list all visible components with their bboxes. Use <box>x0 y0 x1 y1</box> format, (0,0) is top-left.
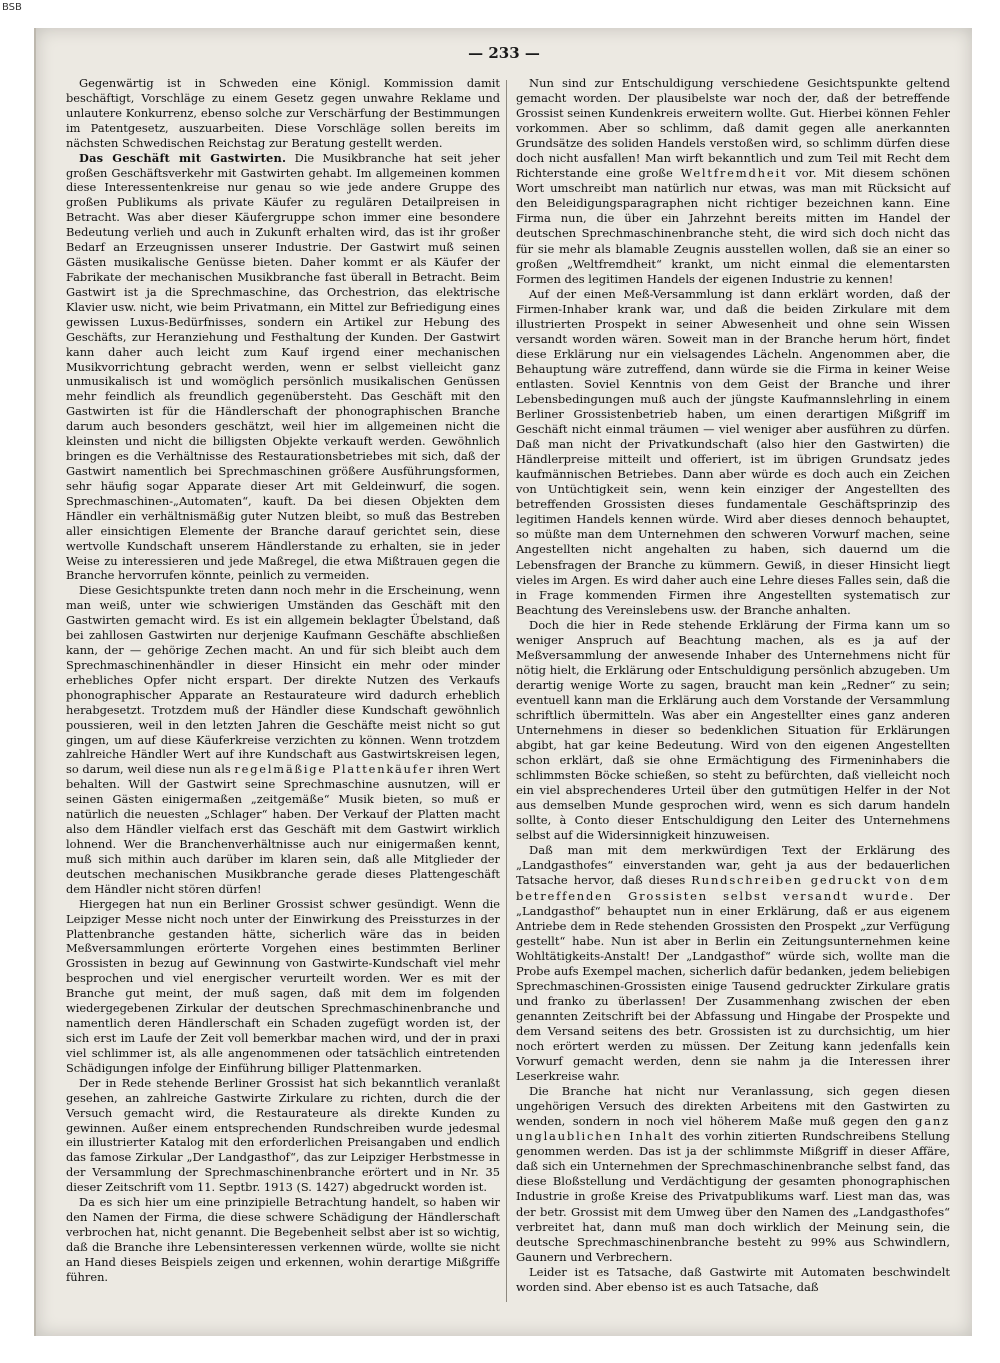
paragraph-text: vor. Mit diesem schönen Wort umschreibt man natürlich nur etwas, was man mit Rücksicht auf den Beleidigungsparagraphen nicht richtiger bezeichnen kann. Eine Firma nun, die über ein Jahrzehnt bereits mitten im Handel der deutschen Sprechmaschinenbranche steht, die wird sich doch nicht das für sie mehr als blamable Zeugnis ausstellen wollen, daß sie an einer so großen „Weltfremdheit“ krankt, um nicht einmal die elementarsten Formen des legitimen Handels der eigenen Industrie zu kennen! <box>516 166 950 286</box>
spaced-emphasis: Rundschreiben gedruckt von dem betreffenden Grossisten selbst versandt wurde. <box>516 873 950 903</box>
paragraph: Gegenwärtig ist in Schweden eine Königl. Kommission damit beschäftigt, Vorschläge zu einem Gesetz gegen unwahre Reklame und unlautere Konkurrenz, ebenso solche zur Verschärfung der Bestimmungen im Patentgesetz, auszuarbeiten. Diese Vorschläge sollen bereits im nächsten Schwedischen Reichstag zur Beratung gestellt werden. <box>66 76 500 150</box>
paragraph <box>516 1084 950 1265</box>
paragraph-text: Diese Gesichtspunkte treten dann noch mehr in die Erscheinung, wenn man weiß, unter wie schwierigen Umständen das Geschäft mit den Gastwirten gemacht wird. Es ist ein allgemein beklagter Übelstand, daß bei zahllosen Gastwirten nur derjenige Kaufmann Geschäfte abschließen kann, der — gehörige Zechen macht. An und für sich bleibt auch dem Sprechmaschinenhändler in dieser Hinsicht ein mehr oder minder erhebliches Opfer nicht erspart. Der direkte Nutzen des Verkaufs phonographischer Apparate an Restaurateure wird dadurch erheblich herabgesetzt. Trotzdem muß der Händler diese Kundschaft gewöhnlich poussieren, weil in den letzten Jahren die Geschäfte meist nicht so gut gingen, um auf diese Käuferkreise verzichten zu können. Wenn trotzdem zahlreiche Händler Wert auf ihre Kundschaft aus Gastwirtskreisen legen, so darum, weil diese nun als <box>66 583 500 777</box>
spaced-emphasis: Weltfremdheit <box>680 166 788 181</box>
scanned-page <box>34 28 972 1336</box>
paragraph: Der in Rede stehende Berliner Grossist hat sich bekanntlich veranlaßt gesehen, an zahlreiche Gastwirte Zirkulare zu richten, durch die der Versuch gemacht wird, die Restaurateure als direkte Kunden zu gewinnen. Außer einem entsprechenden Rundschreiben wurde jedesmal ein illustrierter Katalog mit den erforderlichen Preisangaben und endlich das famose Zirkular „Der Landgasthof“, das zur Leipziger Herbstmesse in der Versammlung der Sprechmaschinenbranche erörtert und in Nr. 35 dieser Zeitschrift vom 11. Septbr. 1913 (S. 1427) abgedruckt worden ist. <box>66 1075 500 1195</box>
paragraph <box>516 76 950 287</box>
paragraph-text: des vorhin zitierten Rundschreibens Stellung genommen werden. Das ist ja der schlimmste Mißgriff in dieser Affäre, daß sich ein Unternehmen der Sprechmaschinenbranche selbst fand, das diese Bloßstellung und Verdächtigung der gesamten phonographischen Industrie in große Kreise des Privatpublikums warf. Liest man das, was der betr. Grossist mit dem Umweg über den Namen des „Landgasthofes“ verbreitet hat, dann muß man doch wirklich der Meinung sein, die deutsche Sprechmaschinenbranche besteht zu 99% aus Schwindlern, Gaunern und Verbrechern. <box>516 1129 950 1264</box>
paragraph-text: ihren Wert behalten. Will der Gastwirt seine Sprechmaschine ausnutzen, will er seinen Gästen einigermaßen „zeitgemäße“ Musik bieten, so muß er natürlich die neuesten „Schlager“ haben. Der Verkauf der Platten macht also dem Händler vielfach erst das Geschäft mit dem Gastwirt wirklich lohnend. Wer die Branchenverhältnisse auch nur einigermaßen kennt, muß sich mithin auch darüber im klaren sein, daß alle Mitglieder der deutschen mechanischen Musikbranche gerade dieses Plattengeschäft dem Händler nicht stören dürfen! <box>66 762 500 896</box>
paragraph-text: Nun sind zur Entschuldigung verschiedene Gesichtspunkte geltend gemacht worden. Der plausibelste war noch der, daß der betreffende Grossist seinen Kundenkreis erweitern wollte. Gut. Hierbei können Fehler vorkommen. Aber so schlimm, daß damit gegen alle anerkannten Grundsätze des soliden Handels verstoßen wird, so schlimm dürfen diese doch nicht ausfallen! Man wirft bekanntlich und zum Teil mit Recht dem Richterstande eine große <box>516 76 950 181</box>
right-column <box>516 76 950 1295</box>
section-heading: Das Geschäft mit Gastwirten. <box>79 150 287 165</box>
paragraph <box>66 583 500 896</box>
paragraph: Doch die hier in Rede stehende Erklärung der Firma kann um so weniger Anspruch auf Beachtung machen, als es ja auf der Meßversammlung der anwesende Inhaber des Unternehmens nicht für nötig hielt, die Erklärung oder Entschuldigung persönlich abzugeben. Um derartig wenige Worte zu sagen, braucht man kein „Redner“ zu sein; eventuell kann man die Erklärung auch dem Vorstande der Versammlung schriftlich übermitteln. Was aber ein Angestellter eines ganz anderen Unternehmens in dieser so bedenklichen Situation für Erklärungen abgibt, hat gar keine Bedeutung. Wird von den eigenen Angestellten schon erklärt, daß sie ohne Ermächtigung des Firmeninhabers die schlimmsten Böcke schießen, so steht zu befürchten, daß vielleicht noch ein viel absprechenderes Urteil über den gutmütigen Helfer in der Not aus demselben Munde gesprochen wird, wenn es sich darum handeln sollte, à Conto dieser Entschuldigung den Leiter des Unternehmens selbst auf die Widersinnigkeit hinzuweisen. <box>516 617 950 843</box>
paragraph: Leider ist es Tatsache, daß Gastwirte mit Automaten beschwindelt worden sind. Aber ebenso ist es auch Tatsache, daß <box>516 1264 950 1294</box>
spaced-emphasis: regelmäßige Plattenkäufer <box>234 762 435 777</box>
library-stamp: BSB <box>2 2 22 13</box>
left-column <box>66 76 500 1285</box>
paragraph <box>66 151 500 584</box>
paragraph: Hiergegen hat nun ein Berliner Grossist schwer gesündigt. Wenn die Leipziger Messe nicht noch unter der Einwirkung des Preissturzes in der Plattenbranche gestanden hätte, sicherlich wäre das in beiden Meßversammlungen erörterte Vorgehen eines bestimmten Berliner Grossisten in bezug auf Gewinnung von Gastwirte-Kundschaft viel mehr besprochen und viel energischer verurteilt worden. Wer es mit der Branche gut meint, der muß sagen, daß mit dem im folgenden wiedergegebenen Zirkular der deutschen Sprechmaschinenbranche und namentlich deren Händlerschaft ein Schaden zugefügt worden ist, der sich erst im Laufe der Zeit voll bemerkbar machen wird, und der in praxi viel schlimmer ist, als alle angenommenen oder tatsächlich eintretenden Schädigungen infolge der Einführung billiger Plattenmarken. <box>66 896 500 1075</box>
page-number: — 233 — <box>468 44 540 62</box>
paragraph <box>516 843 950 1084</box>
paragraph-text: Die Musikbranche hat seit jeher großen Geschäftsverkehr mit Gastwirten gehabt. Im allgemeinen kommen diese Interessentenkreise nur genau so wie jede andere Gruppe des großen Publikums als private Käufer zu regulären Detailpreisen in Betracht. Was aber dieser Käufergruppe schon immer eine besondere Bedeutung verlieh und auch in Zukunft erhalten wird, das ist ihr großer Bedarf an Erzeugnissen unserer Industrie. Der Gastwirt muß seinen Gästen musikalische Genüsse bieten. Daher kommt er als Käufer der Fabrikate der mechanischen Musikbranche fast überall in Betracht. Beim Gastwirt ist ja die Sprechmaschine, das Orchestrion, das elektrische Klavier usw. nicht, wie beim Privatmann, ein Mittel zur Befriedigung eines gewissen Luxus-Bedürfnisses, sondern ein Artikel zur Hebung des Geschäfts, zur Heranziehung und Festhaltung der Kunden. Der Gastwirt kann daher auch leicht zum Kauf irgend einer mechanischen Musikvorrichtung gebracht werden, wenn er selbst vielleicht ganz unmusikalisch ist und womöglich persönlich musikalischen Genüssen mehr feindlich als freundlich gegenübersteht. Das Geschäft mit den Gastwirten ist für die Händlerschaft der phonographischen Branche darum auch besonders geschätzt, weil hier im allgemeinen nicht die kleinsten und nicht die billigsten Objekte verkauft werden. Gewöhnlich bringen es die Verhältnisse des Restaurationsbetriebes mit sich, daß der Gastwirt namentlich bei Sprechmaschinen größere Ausführungsformen, sehr häufig sogar Apparate dieser Art mit Geldeinwurf, die sogen. Sprechmaschinen-„Automaten“, kauft. Da bei diesen Objekten dem Händler ein verhältnismäßig guter Nutzen bleibt, so muß das Bestreben aller einsichtigen Elemente der Branche darauf gerichtet sein, diese wertvolle Kundschaft unserem Händlerstande zu erhalten, sie in jeder Weise zu interessieren und jede Maßregel, die etwa Mißtrauen gegen die Branche hervorrufen könnte, peinlich zu vermeiden. <box>66 150 500 583</box>
paragraph-text: Daß man mit dem merkwürdigen Text der Erklärung des „Landgasthofes“ einverstanden war, geht ja aus der bedauerlichen Tatsache hervor, daß dieses <box>516 843 950 888</box>
paragraph-text: Die Branche hat nicht nur Veranlassung, sich gegen diesen ungehörigen Versuch des direkten Arbeitens mit den Gastwirten zu wenden, sondern in noch viel höherem Maße muß gegen den <box>516 1084 950 1129</box>
paragraph-text: Der „Landgasthof“ behauptet nun in einer Erklärung, daß er aus eigenem Antriebe dem in Rede stehenden Grossisten den Prospekt „zur Verfügung gestellt“ habe. Nun ist aber in Berlin ein Zeitungsunternehmen keine Wohltätigkeits-Anstalt! Der „Landgasthof“ würde sich, wollte man die Probe aufs Exempel machen, sicherlich dafür bedanken, jedem beliebigen Sprechmaschinen-Grossisten einige Tausend gedruckter Zirkulare gratis und franko zu überlassen! Der Zusammenhang zwischen der eben genannten Zeitschrift bei der Abfassung und Hingabe der Prospekte und dem Versand seitens des betr. Grossisten ist zu durchsichtig, um hier noch erörtert werden zu müssen. Der Zeitung kann jedenfalls kein Vorwurf gemacht werden, denn sie nahm ja die Interessen ihrer Leserkreise wahr. <box>516 888 950 1084</box>
paragraph: Auf der einen Meß-Versammlung ist dann erklärt worden, daß der Firmen-Inhaber krank war, und daß die beiden Zirkulare mit dem illustrierten Prospekt in seiner Abwesenheit und ohne sein Wissen versandt worden wären. Soweit man in der Branche herum hört, findet diese Erklärung nur ein vielsagendes Lächeln. Angenommen aber, die Behauptung wäre zutreffend, dann würde sie die Firma in keiner Weise entlasten. Soviel Kenntnis von dem Geist der Branche und ihrer Lebensbedingungen muß auch der jüngste Kaufmannslehrling in einem Berliner Grossistenbetrieb haben, um einen derartigen Mißgriff im Geschäft nicht einmal träumen — viel weniger aber ausführen zu dürfen. Daß man nicht der Privatkundschaft (also hier den Gastwirten) die Händlerpreise mitteilt und offeriert, ist im übrigen Grundsatz jedes kaufmännischen Betriebes. Dann aber würde es doch auch ein Zeichen von Untüchtigkeit sein, wenn kein einziger der Angestellten des betreffenden Grossisten dieses fundamentale Geschäftsprinzip des legitimen Handels kennen würde. Wird aber dieses dennoch behauptet, so müßte man dem Unternehmen den schweren Vorwurf machen, seine Angestellten nicht angehalten zu haben, sich dauernd um die Lebensfragen der Branche zu kümmern. Gewiß, in dieser Hinsicht liegt vieles im Argen. Es wird daher auch eine Lehre dieses Falles sein, daß die in Frage kommenden Firmen ihre Angestellten systematisch zur Beachtung des Vereinslebens usw. der Branche anhalten. <box>516 286 950 617</box>
column-divider <box>506 80 507 1302</box>
paragraph: Da es sich hier um eine prinzipielle Betrachtung handelt, so haben wir den Namen der Firma, die diese schwere Schädigung der Händlerschaft verbrochen hat, nicht genannt. Die Begebenheit selbst aber ist so wichtig, daß die Branche ihre Lebensinteressen verkennen würde, wollte sie nicht an Hand dieses Beispiels zeigen und erkennen, wohin derartige Mißgriffe führen. <box>66 1195 500 1284</box>
spaced-emphasis: ganz unglaublichen Inhalt <box>516 1114 950 1144</box>
